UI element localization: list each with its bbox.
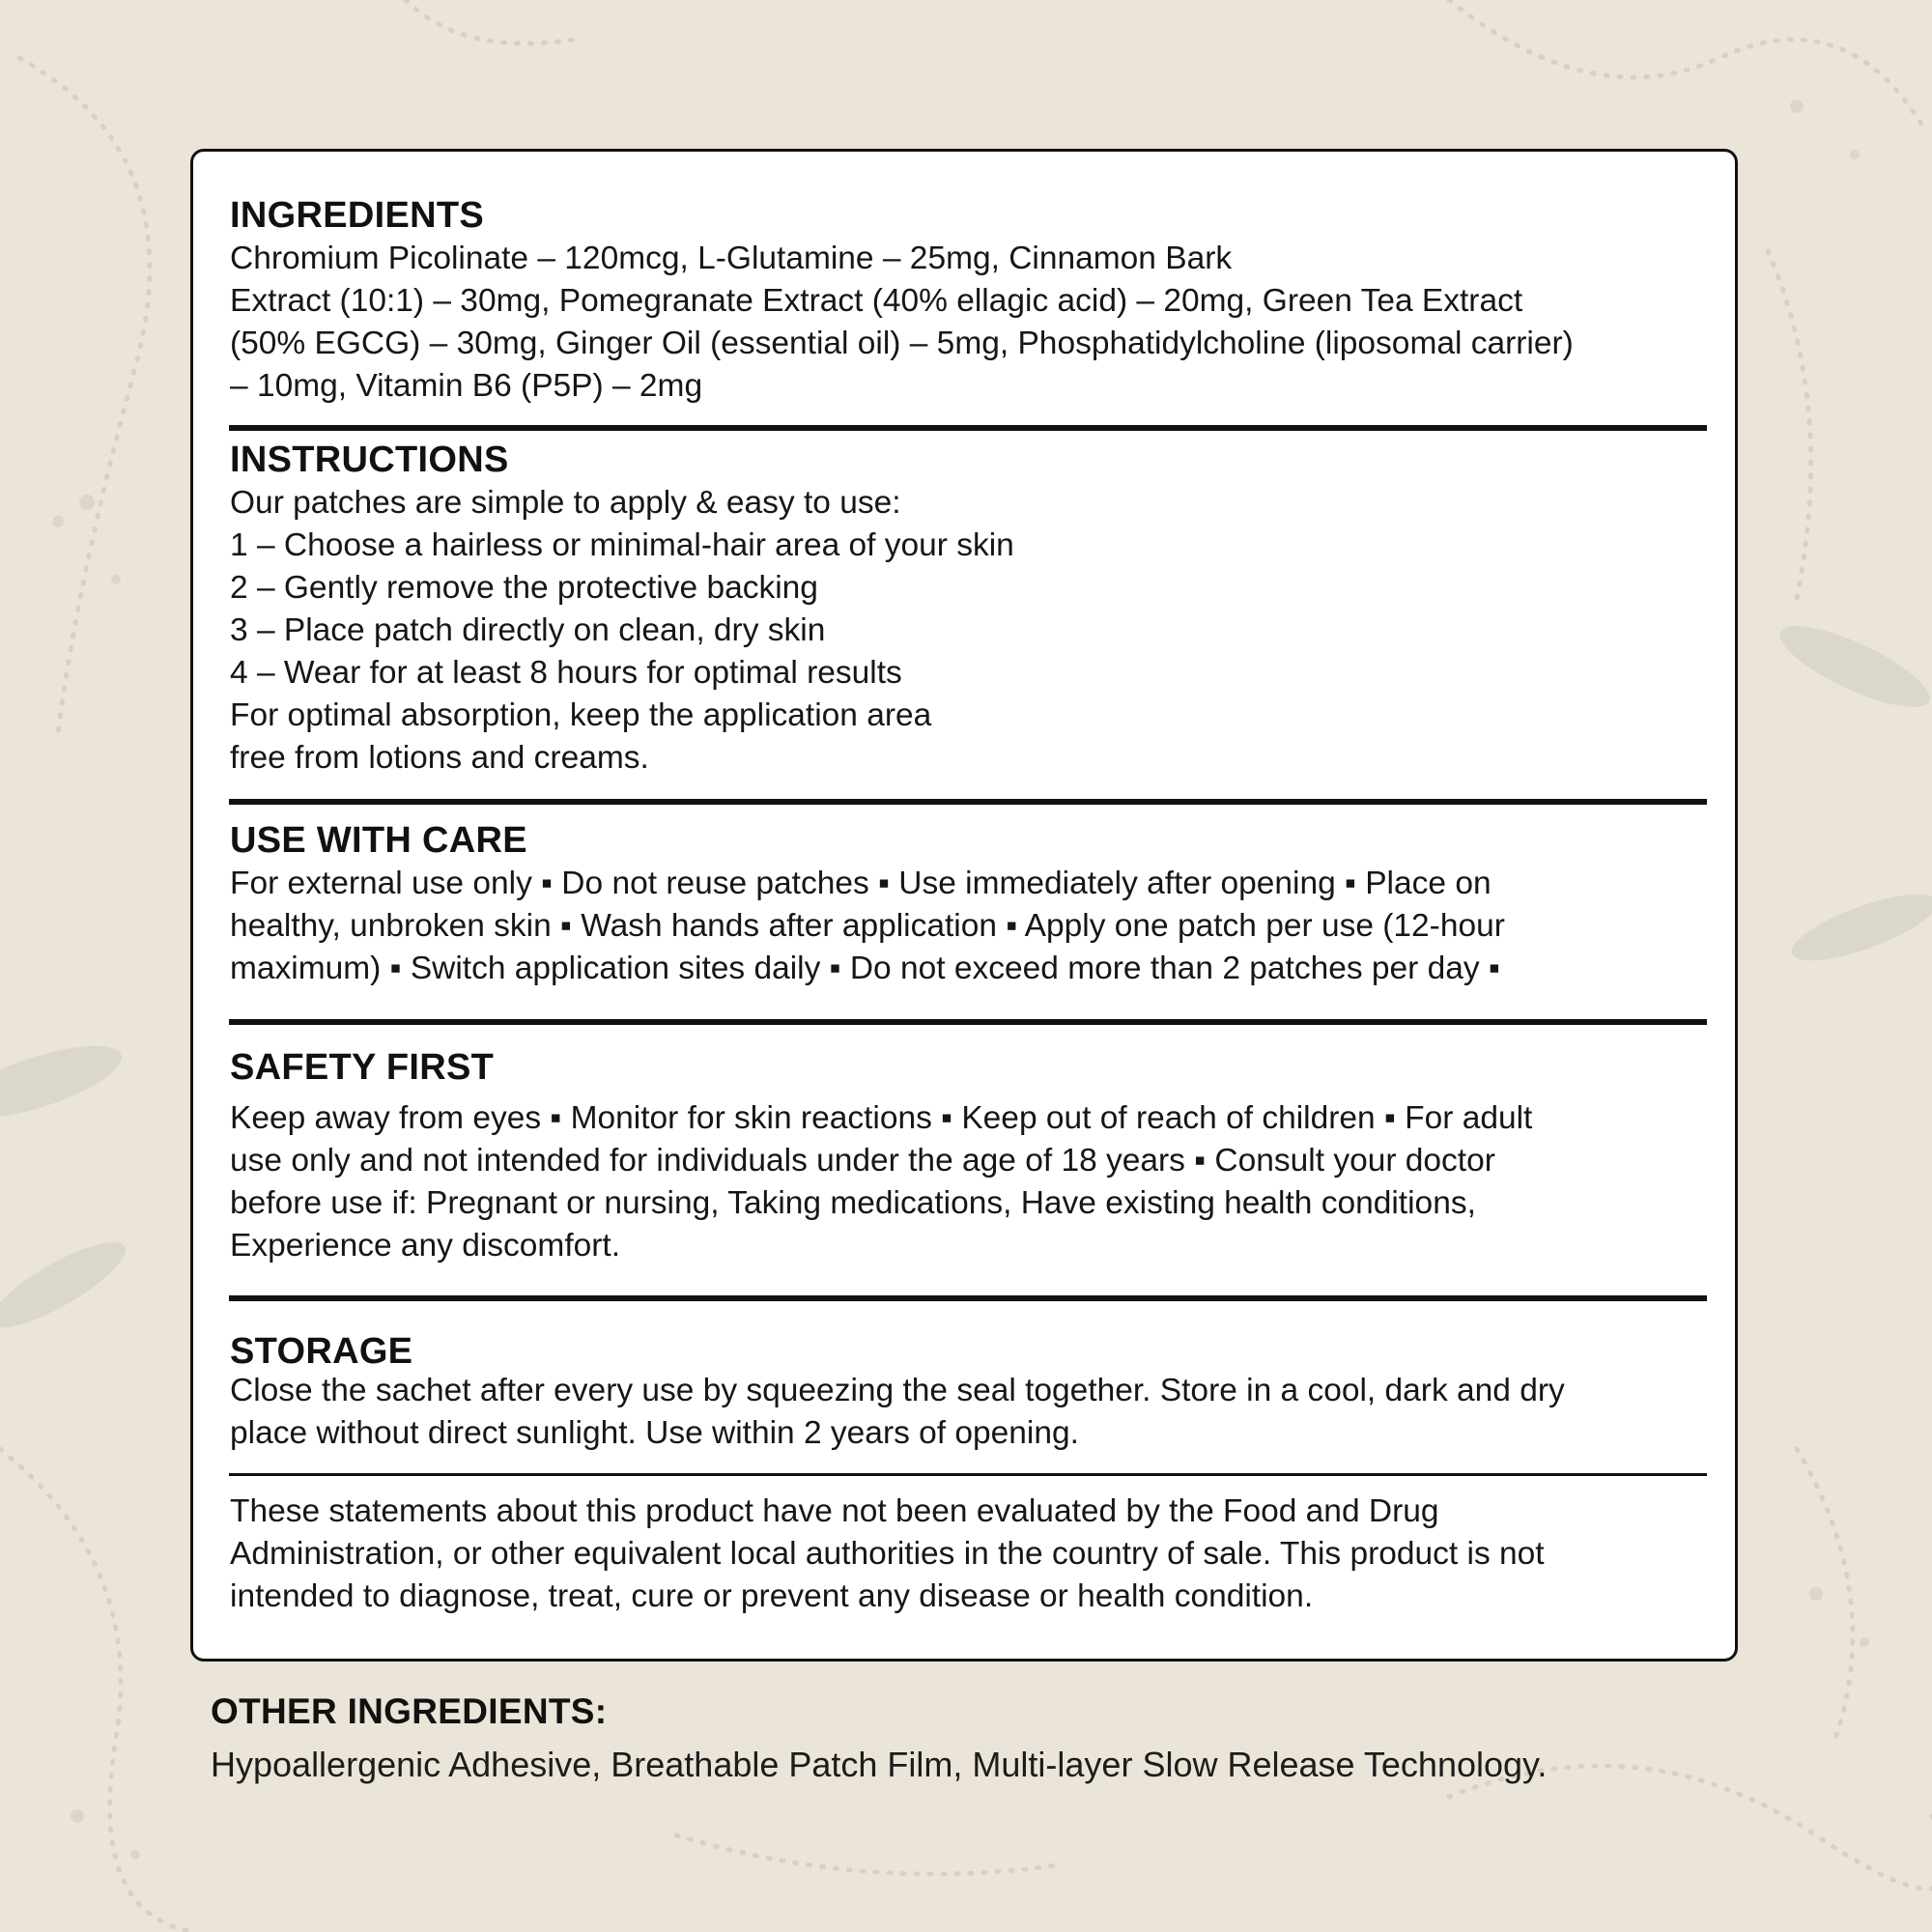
use-with-care-heading: USE WITH CARE	[230, 820, 527, 861]
disclaimer-text	[230, 1491, 1708, 1618]
divider	[229, 1473, 1707, 1476]
other-ingredients-section	[211, 1690, 1853, 1787]
use-with-care-line: healthy, unbroken skin ▪ Wash hands after application ▪ Apply one patch per use (12-hour	[230, 908, 1505, 944]
instructions-line: For optimal absorption, keep the application area	[230, 697, 932, 733]
storage-line: place without direct sunlight. Use within 2 years of opening.	[230, 1415, 1079, 1451]
divider	[229, 1019, 1707, 1025]
ingredients-line: (50% EGCG) – 30mg, Ginger Oil (essential oil) – 5mg, Phosphatidylcholine (liposomal carrier)	[230, 326, 1574, 361]
disclaimer-line: Administration, or other equivalent local authorities in the country of sale. This product is not	[230, 1536, 1545, 1572]
instructions-line: 2 – Gently remove the protective backing	[230, 570, 818, 606]
use-with-care-line: maximum) ▪ Switch application sites daily ▪ Do not exceed more than 2 patches per day ▪	[230, 951, 1500, 986]
use-with-care-text	[230, 863, 1708, 990]
instructions-line: 3 – Place patch directly on clean, dry skin	[230, 612, 826, 648]
safety-first-section	[230, 1045, 1708, 1267]
use-with-care-line: For external use only ▪ Do not reuse patches ▪ Use immediately after opening ▪ Place on	[230, 866, 1492, 901]
storage-line: Close the sachet after every use by squeezing the seal together. Store in a cool, dark and dry	[230, 1373, 1565, 1408]
disclaimer-section	[230, 1491, 1708, 1618]
safety-first-line: Experience any discomfort.	[230, 1228, 621, 1264]
ingredients-line: Chromium Picolinate – 120mcg, L-Glutamine – 25mg, Cinnamon Bark	[230, 241, 1233, 276]
ingredients-text	[230, 238, 1708, 408]
instructions-text	[230, 482, 1708, 780]
ingredients-section	[230, 193, 1708, 408]
divider	[229, 799, 1707, 805]
storage-heading: STORAGE	[230, 1331, 413, 1372]
ingredients-heading: INGREDIENTS	[230, 195, 484, 236]
instructions-heading: INSTRUCTIONS	[230, 440, 509, 480]
label-panel	[190, 149, 1738, 1662]
disclaimer-line: intended to diagnose, treat, cure or prevent any disease or health condition.	[230, 1578, 1314, 1614]
safety-first-heading: SAFETY FIRST	[230, 1047, 495, 1088]
safety-first-line: Keep away from eyes ▪ Monitor for skin reactions ▪ Keep out of reach of children ▪ For adult	[230, 1100, 1533, 1136]
divider	[229, 1295, 1707, 1301]
instructions-section	[230, 438, 1708, 780]
use-with-care-section	[230, 818, 1708, 990]
other-ingredients-text: Hypoallergenic Adhesive, Breathable Patch Film, Multi-layer Slow Release Technology.	[211, 1745, 1548, 1784]
ingredients-line: Extract (10:1) – 30mg, Pomegranate Extract (40% ellagic acid) – 20mg, Green Tea Extract	[230, 283, 1523, 319]
safety-first-text	[230, 1097, 1708, 1267]
instructions-line: 4 – Wear for at least 8 hours for optimal results	[230, 655, 902, 691]
divider	[229, 425, 1707, 431]
instructions-line: Our patches are simple to apply & easy to use:	[230, 485, 901, 521]
storage-text	[230, 1370, 1708, 1455]
safety-first-line: before use if: Pregnant or nursing, Taking medications, Have existing health conditions,	[230, 1185, 1476, 1221]
disclaimer-line: These statements about this product have not been evaluated by the Food and Drug	[230, 1493, 1439, 1529]
storage-section	[230, 1329, 1708, 1455]
other-ingredients-heading: OTHER INGREDIENTS:	[211, 1691, 608, 1731]
instructions-line: free from lotions and creams.	[230, 740, 649, 776]
ingredients-line: – 10mg, Vitamin B6 (P5P) – 2mg	[230, 368, 703, 404]
safety-first-line: use only and not intended for individuals under the age of 18 years ▪ Consult your doctor	[230, 1143, 1495, 1179]
instructions-line: 1 – Choose a hairless or minimal-hair area of your skin	[230, 527, 1014, 563]
